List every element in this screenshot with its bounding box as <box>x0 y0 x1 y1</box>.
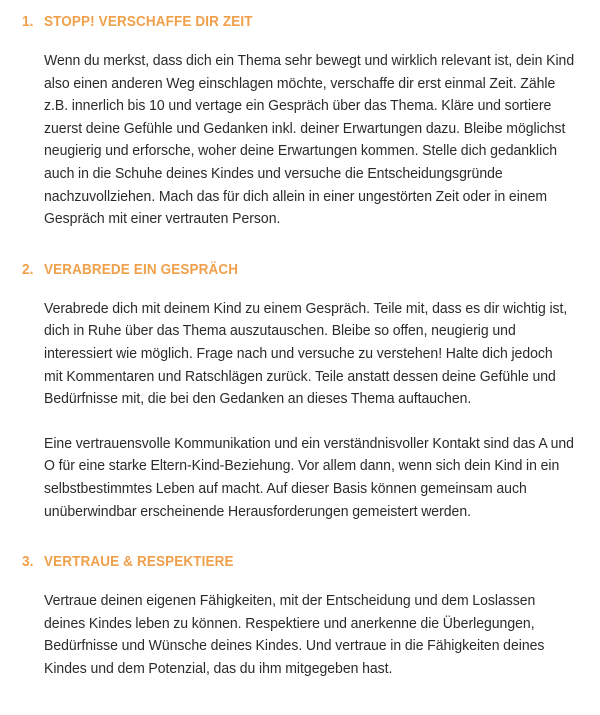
section-2-heading: VERABREDE EIN GESPRÄCH <box>44 261 239 278</box>
spacer <box>0 281 600 298</box>
section-3 <box>0 551 600 680</box>
section-1-number: 1. <box>22 14 34 30</box>
spacer-top <box>0 0 600 11</box>
spacer <box>0 231 600 259</box>
section-1-paragraph-1 <box>0 50 600 231</box>
section-3-heading: VERTRAUE & RESPEKTIERE <box>44 554 234 571</box>
spacer <box>0 411 600 433</box>
paragraph-text: Verabrede dich mit deinem Kind zu einem Gespräch. Teile mit, dass es dir wichtig ist, dich in Ruhe über das Thema auszutauschen. Bleibe so offen, neugierig und interessiert wie möglich. Frage nach und versuche zu verstehen! Halte dich jedoch mit Kommentaren und Ratschlägen zurück. Teile anstatt dessen deine Gefühle und Bedürfnisse mit, die bei den Gedanken an dieses Thema auftauchen. <box>44 300 568 408</box>
spacer <box>0 33 600 50</box>
section-3-paragraph-1 <box>0 590 600 680</box>
section-1-heading-row <box>0 11 600 33</box>
section-2-number: 2. <box>22 261 34 278</box>
section-2-paragraph-1 <box>0 298 600 411</box>
spacer <box>0 573 600 590</box>
section-2-paragraph-2 <box>0 433 600 523</box>
section-1 <box>0 11 600 231</box>
paragraph-text: Wenn du merkst, dass dich ein Thema sehr bewegt und wirklich relevant ist, dein Kind also einen anderen Weg einschlagen möchte, verschaffe dir erst einmal Zeit. Zähle z.B. innerlich bis 10 und vertage ein Gespräch über das Thema. Kläre und sortiere zuerst deine Gefühle und Gedanken inkl. deiner Erwartungen dazu. Bleibe möglichst neugierig und erforsche, woher deine Erwartungen kommen. Stelle dich gedanklich auch in die Schuhe deines Kindes und versuche die Entscheidungsgründe nachzuvollziehen. Mach das für dich allein in einer ungestörten Zeit oder in einem Gespräch mit einer vertrauten Person. <box>44 53 575 228</box>
section-2-heading-row <box>0 259 600 281</box>
spacer <box>0 523 600 551</box>
section-1-heading: STOPP! VERSCHAFFE DIR ZEIT <box>44 14 253 30</box>
section-3-number: 3. <box>22 554 34 571</box>
section-2 <box>0 259 600 523</box>
paragraph-text: Vertraue deinen eigenen Fähigkeiten, mit der Entscheidung und dem Loslassen deines Kindes leben zu können. Respektiere und anerkenne die Überlegungen, Bedürfnisse und Wünsche deines Kindes. Und vertraue in die Fähigkeiten deines Kindes und dem Potenzial, das du ihm mitgegeben hast. <box>44 593 545 677</box>
paragraph-text: Eine vertrauensvolle Kommunikation und ein verständnisvoller Kontakt sind das A und O für eine starke Eltern-Kind-Beziehung. Vor allem dann, wenn sich dein Kind in ein selbstbestimmtes Leben auf macht. Auf dieser Basis können gemeinsam auch unüberwindbar erscheinende Herausforderungen gemeistert werden. <box>44 435 574 520</box>
section-3-heading-row <box>0 551 600 573</box>
